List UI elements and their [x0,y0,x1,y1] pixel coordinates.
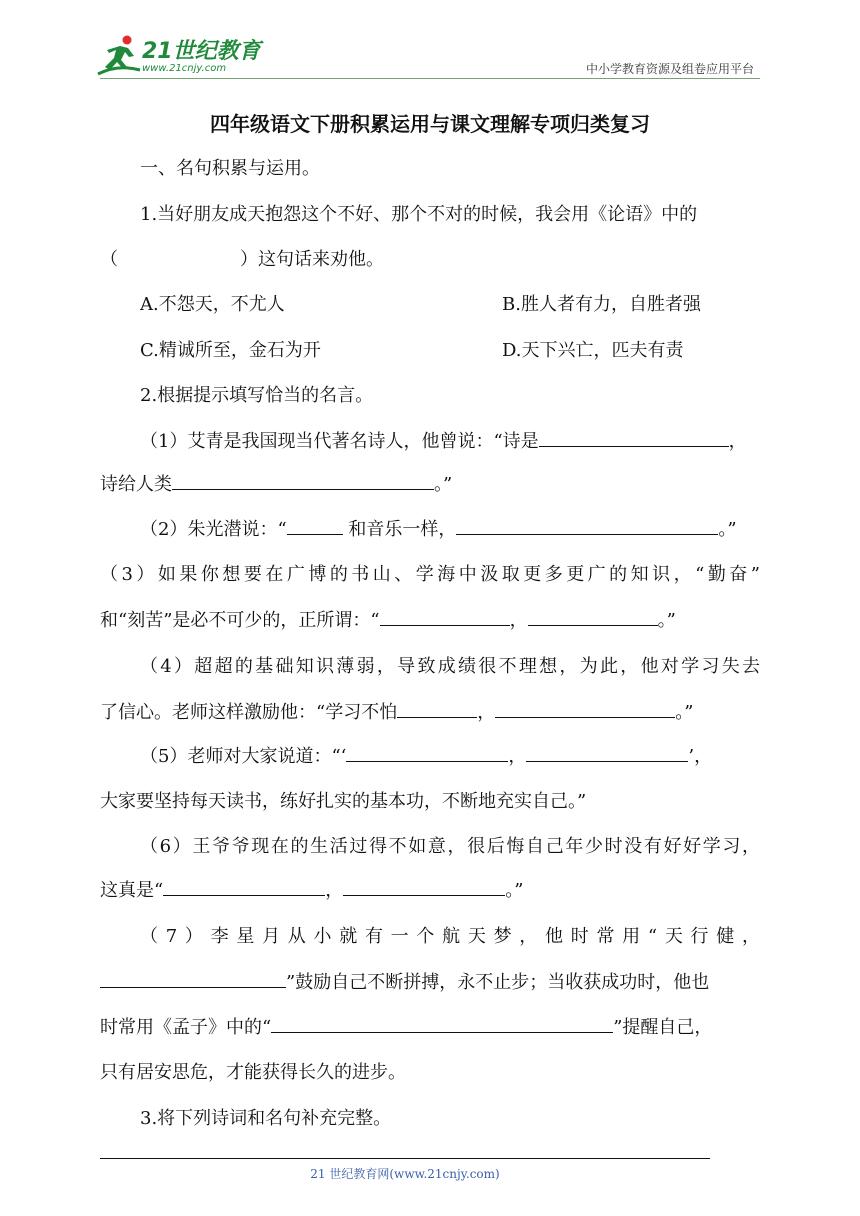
q2-item7-text3: 时常用《孟子》中的“ [100,1017,272,1038]
q2-item7-text3-end: ”提醒自己， [613,1017,713,1038]
q2-item2-blank1[interactable] [287,515,343,535]
q2-item3-comma: ， [509,610,528,631]
q2-item3-blank2[interactable] [528,606,658,626]
site-logo [96,34,266,80]
q2-item6-line2 [100,876,523,902]
runner-logo-icon [96,34,142,78]
q1-paren-close: ）这句话来劝他。 [240,249,384,270]
q2-item1-blank1[interactable] [539,427,729,447]
q2-item4-line1: （4）超超的基础知识薄弱，导致成绩很不理想，为此，他对学习失去 [140,656,760,677]
q2-item7-blank2[interactable] [271,1013,613,1033]
q1-option-b: B.胜人者有力，自胜者强 [502,294,701,315]
q1-option-c: C.精诚所至，金石为开 [140,340,321,361]
page-title: 四年级语文下册积累运用与课文理解专项归类复习 [210,112,650,136]
q2-item7-line4: 只有居安思危，才能获得长久的进步。 [100,1062,406,1083]
header-tagline: 中小学教育资源及组卷应用平台 [585,62,754,76]
q2-item1-blank2[interactable] [172,470,434,490]
q2-item1-text2: 诗给人类 [100,474,172,495]
q2-item6-comma: ， [325,880,344,901]
q2-item3-punct: 。” [657,610,676,631]
q2-item5-punct: ’， [688,746,713,767]
logo-text: 21世纪教育 [142,39,261,64]
q2-item4-comma: ， [477,702,496,723]
q2-item5-blank1[interactable] [346,742,508,762]
q2-item7-blank1[interactable] [100,968,286,988]
page-footer: 21 世纪教育网(www.21cnjy.com) [310,1167,500,1181]
q2-item6-punct: 。” [505,880,524,901]
q1-option-d: D.天下兴亡，匹夫有责 [502,340,684,361]
q2-item4-blank1[interactable] [397,698,477,718]
q2-item4-punct: 。” [675,702,694,723]
q3-stem: 3.将下列诗词和名句补充完整。 [140,1108,392,1129]
q2-item3-text: 和“刻苦”是必不可少的，正所谓：“ [100,610,380,631]
q2-item1-text: （1）艾青是我国现当代著名诗人，他曾说：“诗是 [140,431,539,452]
q2-item7-text2: ”鼓励自己不断拼搏，永不止步；当收获成功时，他也 [286,972,710,993]
q2-item1-punct2: 。” [434,474,453,495]
footer-divider [100,1158,710,1159]
q2-item4-line2 [100,698,693,724]
logo-url: www.21cnjy.com [142,63,227,74]
q1-paren-open: （ [100,249,118,270]
header-divider [100,78,760,79]
q2-item2-line1 [140,515,737,541]
q2-item6-blank2[interactable] [343,876,505,896]
q2-item6-blank1[interactable] [163,876,325,896]
q2-item5-line1 [140,742,712,768]
q2-item5-text: （5）老师对大家说道：“‘ [140,746,347,767]
q2-item7-line3 [100,1013,712,1039]
q2-item7-line2 [100,968,709,994]
q2-item7-line1: （7）李星月从小就有一个航天梦，他时常用“天行健， [140,926,760,947]
q2-item6-line1: （6）王爷爷现在的生活过得不如意，很后悔自己年少时没有好好学习， [140,836,760,857]
q2-item6-text: 这真是“ [100,880,164,901]
section-heading: 一、名句积累与运用。 [140,158,320,179]
page-header [0,0,860,90]
q2-stem: 2.根据提示填写恰当的名言。 [140,385,374,406]
q2-item1-line2 [100,470,452,496]
q2-item4-text: 了信心。老师这样激励他：“学习不怕 [100,702,398,723]
q2-item5-comma: ， [508,746,527,767]
q2-item1-line1 [140,427,747,453]
q2-item4-blank2[interactable] [495,698,675,718]
q2-item3-line1: （3）如果你想要在广博的书山、学海中汲取更多更广的知识，“勤奋” [100,564,760,585]
q2-item1-punct: ， [728,431,747,452]
q2-item2-blank2[interactable] [456,515,718,535]
q2-item5-line2: 大家要坚持每天读书，练好扎实的基本功，不断地充实自己。” [100,791,587,812]
q2-item2-text2: 和音乐一样， [342,519,457,540]
q1-stem-line1: 1.当好朋友成天抱怨这个不好、那个不对的时候，我会用《论语》中的 [140,204,698,225]
q1-stem-line2 [100,245,384,271]
q2-item2-punct: 。” [718,519,737,540]
q2-item3-blank1[interactable] [380,606,510,626]
q2-item2-text: （2）朱光潜说：“ [140,519,287,540]
q2-item3-line2 [100,606,676,632]
q1-option-a: A.不怨天，不尤人 [140,294,285,315]
q2-item5-blank2[interactable] [526,742,688,762]
